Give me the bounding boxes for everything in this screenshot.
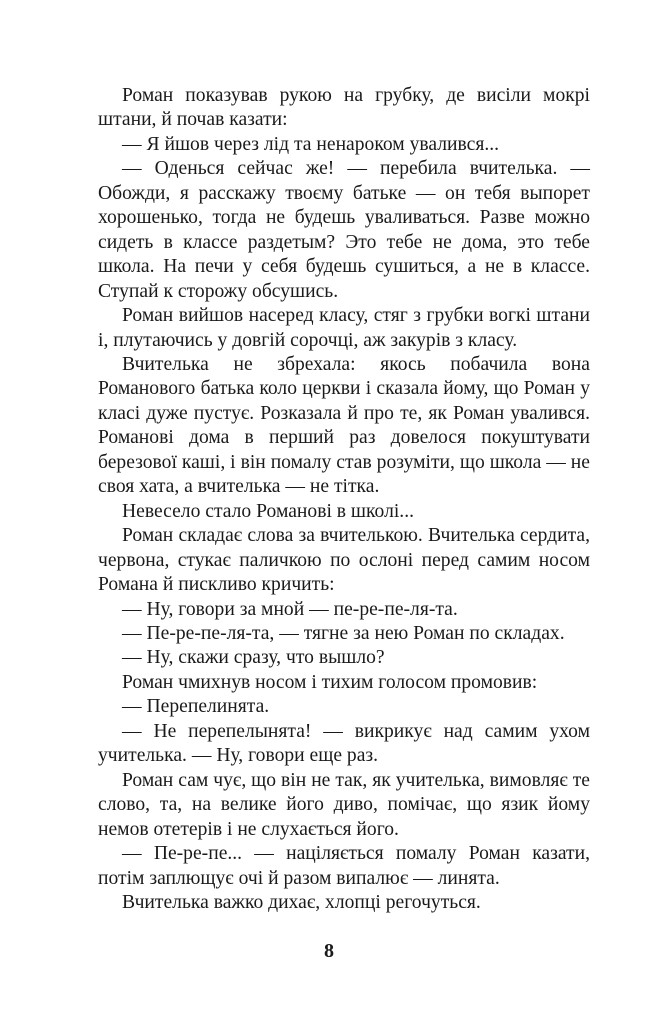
paragraph: — Оденься сейчас же! — перебила вчителька. — Обожди, я расскажу твоєму батьке — он тебя выпорет хорошенько, тогда не будешь уваливаться. Разве можно сидеть в классе раздетым? Это тебе не дома, это тебе школа. На печи у себя будешь сушиться, а не в классе. Ступай к сторожу обсушись.: [98, 158, 590, 302]
paragraph: Роман складає слова за вчителькою. Вчителька сердита, червона, стукає паличкою по ослоні перед самим носом Романа й пискливо кричить:: [98, 525, 590, 596]
page-text: [98, 84, 590, 915]
paragraph: Роман показував рукою на грубку, де висіли мокрі штани, й почав казати:: [98, 85, 590, 131]
paragraph: — Не перепелынята! — викрикує над самим ухом учителька. — Ну, говори еще раз.: [98, 720, 590, 767]
paragraph: — Пе-ре-пе... — націляється помалу Роман казати, потім заплющує очі й разом випалює — линята.: [98, 843, 590, 889]
paragraph: — Ну, говори за мной — пе-ре-пе-ля-та.: [122, 598, 458, 620]
page-number: 8: [324, 940, 334, 962]
paragraph: — Я йшов через лід та ненароком увалився...: [122, 133, 500, 155]
paragraph: — Пе-ре-пе-ля-та, — тягне за нею Роман по складах.: [122, 622, 565, 644]
paragraph: Вчителька важко дихає, хлопці регочуться.: [122, 891, 481, 913]
paragraph: Вчителька не збрехала: якось побачила вона Романового батька коло церкви і сказала йому, що Роман у класі дуже пустує. Розказала й про те, як Роман увалився. Романові дома в перший раз довелося покуштувати березової каші, і він помалу став розуміти, що школа — не своя хата, а вчителька — не тітка.: [98, 353, 590, 498]
paragraph: Роман вийшов насеред класу, стяг з грубки вогкі штани і, плутаючись у довгій сорочці, аж закурів з класу.: [98, 305, 590, 351]
paragraph: Невесело стало Романові в школі...: [122, 500, 415, 522]
paragraph: Роман чмихнув носом і тихим голосом промовив:: [122, 671, 538, 693]
paragraph: — Перепелинята.: [122, 696, 270, 718]
paragraph: — Ну, скажи сразу, что вышло?: [122, 647, 385, 669]
paragraph: Роман сам чує, що він не так, як учителька, вимовляє те слово, та, на велике його диво, помічає, що язик йому немов отетерів і не слухається його.: [98, 769, 590, 840]
